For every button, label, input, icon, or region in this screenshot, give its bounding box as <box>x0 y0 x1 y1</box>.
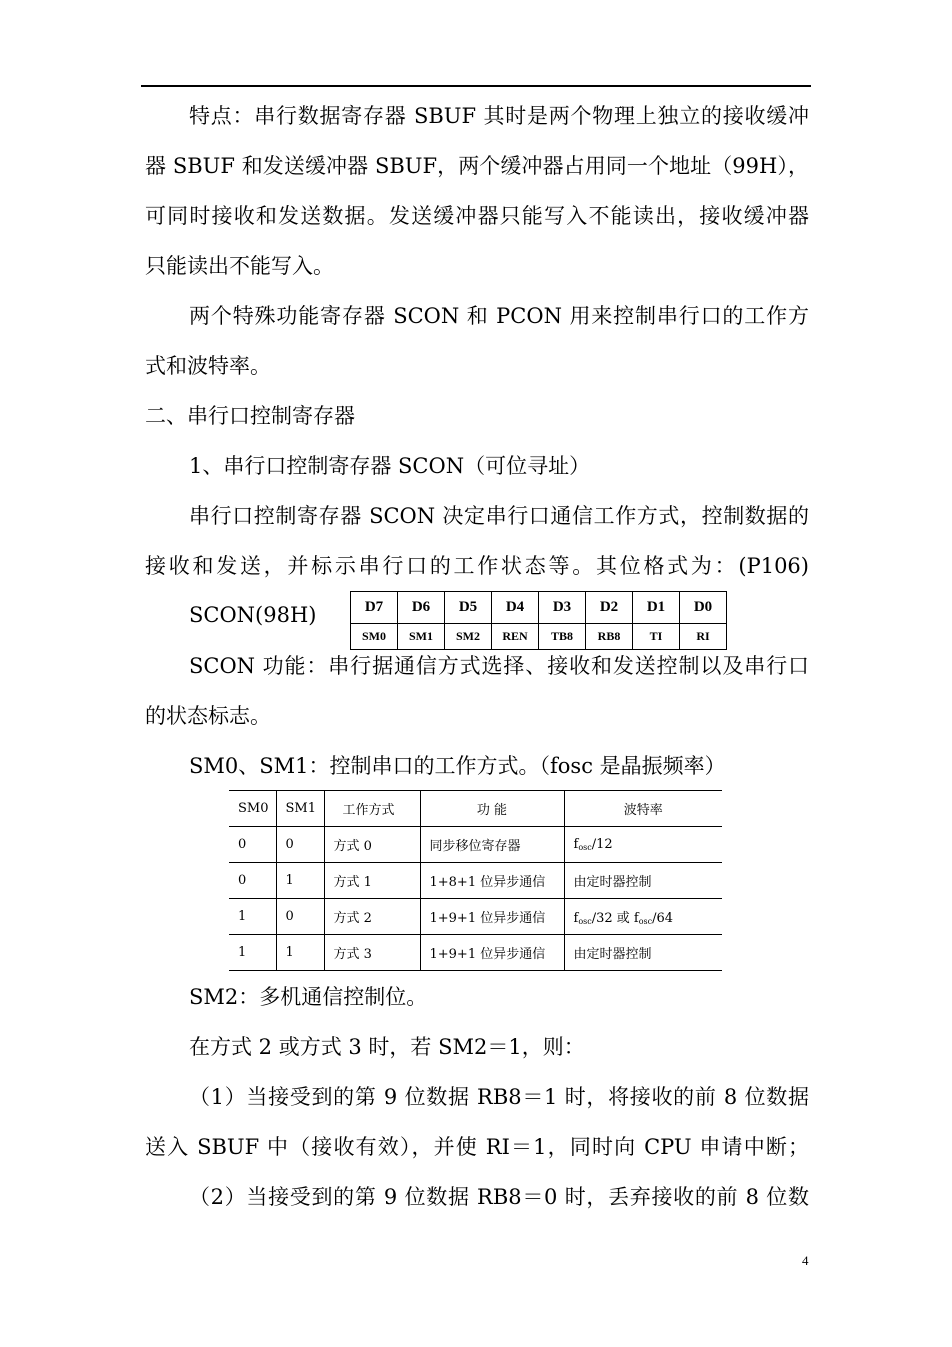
table-cell <box>564 827 722 863</box>
bit-position: D3 <box>539 592 586 624</box>
baud-text: f <box>633 911 639 926</box>
table-cell: 0 <box>229 863 276 899</box>
table-header-cell: 波特率 <box>564 791 722 827</box>
table-cell: 由定时器控制 <box>564 863 722 899</box>
table-header-row <box>229 791 722 827</box>
paragraph-line: SM0、SM1：控制串口的工作方式。（fosc 是晶振频率） <box>189 754 726 778</box>
paragraph-line: 器 SBUF 和发送缓冲器 SBUF，两个缓冲器占用同一个地址（99H）， <box>145 154 809 178</box>
paragraph-line: 特点：串行数据寄存器 SBUF 其时是两个物理上独立的接收缓冲 <box>189 104 809 128</box>
scon-bit-format-table <box>350 591 727 650</box>
paragraph-line: 两个特殊功能寄存器 SCON 和 PCON 用来控制串行口的工作方 <box>189 304 809 328</box>
paragraph-line: （2）当接受到的第 9 位数据 RB8＝0 时，丢弃接收的前 8 位数 <box>189 1185 809 1209</box>
baud-text: f <box>573 911 579 926</box>
bit-position: D7 <box>351 592 398 624</box>
table-header-cell: SM0 <box>229 791 276 827</box>
table-header-cell: SM1 <box>276 791 324 827</box>
paragraph-line: 的状态标志。 <box>145 704 271 728</box>
baud-text: /64 <box>652 911 674 926</box>
table-cell: 1 <box>276 863 324 899</box>
bit-position: D5 <box>445 592 492 624</box>
table-cell: 由定时器控制 <box>564 935 722 971</box>
table-row <box>229 935 722 971</box>
bit-position: D0 <box>680 592 727 624</box>
table-cell: 1 <box>276 935 324 971</box>
table-cell: 0 <box>276 827 324 863</box>
baud-text: /32 或 <box>591 911 634 926</box>
serial-mode-table <box>229 790 722 971</box>
paragraph-line: SM2：多机通信控制位。 <box>189 985 428 1009</box>
table-cell: 方式 3 <box>324 935 420 971</box>
page-number: 4 <box>802 1253 809 1268</box>
paragraph-line: 接收和发送，并标示串行口的工作状态等。其位格式为：(P106) <box>145 554 809 578</box>
table-row <box>229 863 722 899</box>
bit-position: D6 <box>398 592 445 624</box>
baud-subscript: osc <box>578 917 592 926</box>
paragraph-line: 可同时接收和发送数据。发送缓冲器只能写入不能读出，接收缓冲器 <box>145 204 809 228</box>
paragraph-line: 在方式 2 或方式 3 时，若 SM2＝1，则： <box>189 1035 585 1059</box>
table-row <box>229 827 722 863</box>
paragraph-line: （1）当接受到的第 9 位数据 RB8＝1 时，将接收的前 8 位数据 <box>189 1085 809 1109</box>
scon-register-label: SCON(98H) <box>189 603 317 627</box>
table-cell <box>564 899 722 935</box>
table-cell: 方式 2 <box>324 899 420 935</box>
bit-name: SM2 <box>445 624 492 650</box>
baud-text: /12 <box>591 837 613 852</box>
paragraph-line: 送入 SBUF 中（接收有效），并使 RI＝1，同时向 CPU 申请中断； <box>145 1135 809 1159</box>
table-cell: 1+8+1 位异步通信 <box>420 863 564 899</box>
table-header-cell: 工作方式 <box>324 791 420 827</box>
bit-name: RI <box>680 624 727 650</box>
paragraph-line: 串行口控制寄存器 SCON 决定串行口通信工作方式，控制数据的 <box>189 504 809 528</box>
header-rule <box>141 85 811 87</box>
baud-text: f <box>573 837 579 852</box>
table-row <box>229 899 722 935</box>
table-cell: 方式 1 <box>324 863 420 899</box>
bit-position: D4 <box>492 592 539 624</box>
table-cell: 0 <box>276 899 324 935</box>
bit-name: REN <box>492 624 539 650</box>
table-header-cell: 功 能 <box>420 791 564 827</box>
baud-subscript: osc <box>638 917 653 926</box>
baud-subscript: osc <box>578 843 592 852</box>
paragraph-line: 只能读出不能写入。 <box>145 254 334 278</box>
table-cell: 方式 0 <box>324 827 420 863</box>
table-cell: 0 <box>229 827 276 863</box>
bit-name: RB8 <box>586 624 633 650</box>
bit-name: TI <box>633 624 680 650</box>
table-cell: 1 <box>229 899 276 935</box>
table-cell: 1 <box>229 935 276 971</box>
subsection-heading: 1、串行口控制寄存器 SCON（可位寻址） <box>189 454 591 478</box>
bit-name: SM0 <box>351 624 398 650</box>
bit-position: D2 <box>586 592 633 624</box>
bit-name: SM1 <box>398 624 445 650</box>
bit-position: D1 <box>633 592 680 624</box>
table-cell: 1+9+1 位异步通信 <box>420 935 564 971</box>
bit-name: TB8 <box>539 624 586 650</box>
section-heading: 二、串行口控制寄存器 <box>145 404 355 428</box>
table-cell: 1+9+1 位异步通信 <box>420 899 564 935</box>
table-cell: 同步移位寄存器 <box>420 827 564 863</box>
paragraph-line: SCON 功能：串行据通信方式选择、接收和发送控制以及串行口 <box>189 654 809 678</box>
paragraph-line: 式和波特率。 <box>145 354 271 378</box>
